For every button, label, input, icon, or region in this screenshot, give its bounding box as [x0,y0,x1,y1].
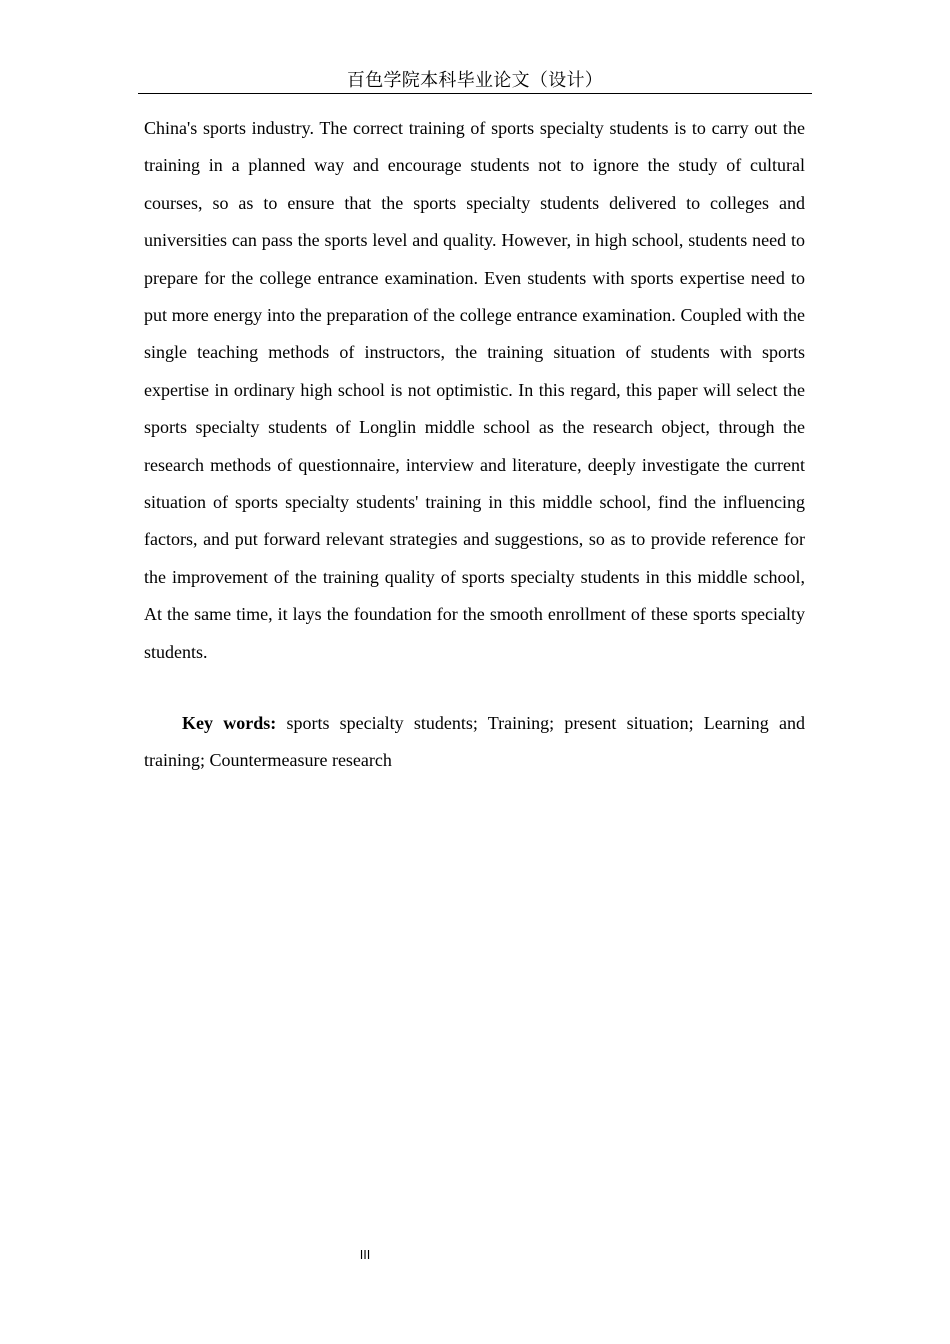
abstract-paragraph: China's sports industry. The correct training of sports specialty students is to carry out the training in a planned way and encourage students not to ignore the study of cultural courses, so as to ensure that the sports specialty students delivered to colleges and universities can pass the sports level and quality. However, in high school, students need to prepare for the college entrance examination. Even students with sports expertise need to put more energy into the preparation of the college entrance examination. Coupled with the single teaching methods of instructors, the training situation of students with sports expertise in ordinary high school is not optimistic. In this regard, this paper will select the sports specialty students of Longlin middle school as the research object, through the research methods of questionnaire, interview and literature, deeply investigate the current situation of sports specialty students' training in this middle school, find the influencing factors, and put forward relevant strategies and suggestions, so as to provide reference for the improvement of the training quality of sports specialty students in this middle school, At the same time, it lays the foundation for the smooth enrollment of these sports specialty students. [144,118,805,662]
keywords-list: sports specialty students; Training; present situation; Learning and training; Countermeasure research [144,713,805,771]
keywords-paragraph [144,705,805,780]
page-number: III [359,1248,371,1262]
keywords-label: Key words: [182,713,277,733]
running-header: 百色学院本科毕业论文（设计） [138,68,812,94]
